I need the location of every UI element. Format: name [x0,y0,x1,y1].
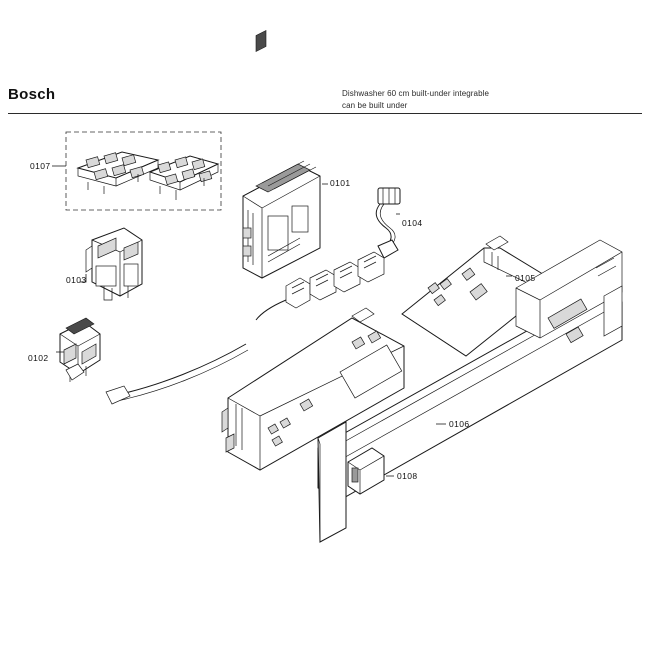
part-0103-door-lock [86,228,142,300]
callout-0103: 0103 [66,275,87,285]
header-description-line-2: can be built under [342,101,408,110]
long-cable [106,344,248,404]
part-0104-cable-harness [376,188,400,258]
part-0101-power-module [243,30,320,278]
header-description-line-1: Dishwasher 60 cm built-under integrable [342,89,490,98]
callout-0108: 0108 [397,471,418,481]
callout-0107: 0107 [30,161,51,171]
callout-0105: 0105 [515,273,536,283]
callout-0106: 0106 [449,419,470,429]
part-0107-holder-left [78,152,158,194]
part-0102-water-switch [60,318,100,382]
brand-logo: Bosch [8,86,56,103]
callout-0104: 0104 [402,218,423,228]
callout-0101: 0101 [330,178,351,188]
callout-0102: 0102 [28,353,49,363]
part-0107-holder-right [150,156,218,200]
